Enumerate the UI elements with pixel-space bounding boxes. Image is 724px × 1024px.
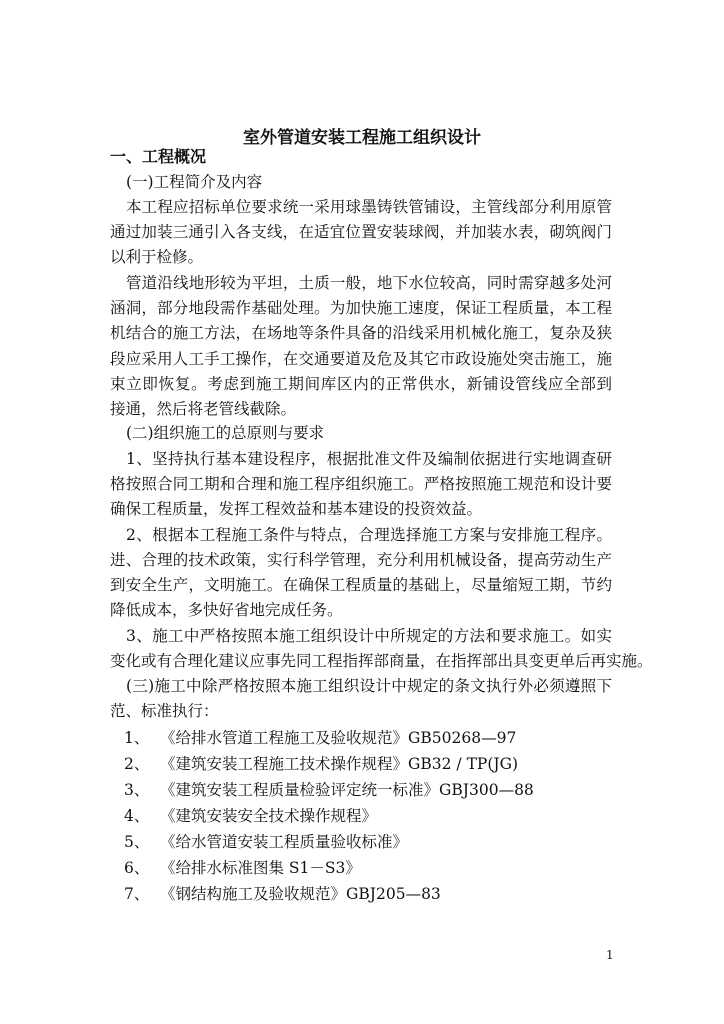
list-item-number: 2、 bbox=[124, 755, 150, 773]
paragraph-line: 进、合理的技术政策，实行科学管理，充分利用机械设备，提高劳动生产 bbox=[110, 551, 612, 569]
list-item-standard: 《钢结构施工及验收规范》GBJ205—83 bbox=[160, 885, 441, 903]
paragraph-line: 机结合的施工方法，在场地等条件具备的沿线采用机械化施工，复杂及狭 bbox=[110, 324, 612, 343]
list-item-standard: 《建筑安装工程施工技术操作规程》GB32 / TP(JG) bbox=[160, 755, 519, 773]
paragraph-line: 确保工程质量，发挥工程效益和基本建设的投资效益。 bbox=[110, 500, 483, 518]
list-item-number: 7、 bbox=[124, 885, 150, 903]
list-item-standard: 《给排水标准图集 S1－S3》 bbox=[160, 859, 361, 877]
paragraph-line: 段应采用人工手工操作，在交通要道及危及其它市政设施处突击施工，施 bbox=[110, 349, 612, 368]
paragraph-line: 以利于检修。 bbox=[110, 248, 204, 266]
subsection-heading: (二)组织施工的总原则与要求 bbox=[126, 424, 325, 442]
subsection-heading: (一)工程简介及内容 bbox=[126, 173, 263, 191]
list-item-number: 4、 bbox=[124, 807, 150, 825]
section-heading: 一、工程概况 bbox=[110, 147, 207, 166]
list-item-standard: 《建筑安装工程质量检验评定统一标准》GBJ300—88 bbox=[160, 781, 534, 799]
paragraph-line: 接通，然后将老管线截除。 bbox=[110, 400, 297, 418]
paragraph-line: 降低成本，多快好省地完成任务。 bbox=[110, 601, 343, 619]
paragraph-line: 3、施工中严格按照本施工组织设计中所规定的方法和要求施工。如实 bbox=[126, 627, 612, 645]
list-item-standard: 《给水管道安装工程质量验收标准》 bbox=[160, 833, 409, 851]
list-item-standard: 《建筑安装安全技术操作规程》 bbox=[160, 807, 378, 825]
paragraph-line: 变化或有合理化建议应事先同工程指挥部商量，在指挥部出具变更单后再实施。 bbox=[110, 652, 653, 670]
list-item-standard: 《给排水管道工程施工及验收规范》GB50268—97 bbox=[160, 729, 517, 747]
list-item-number: 1、 bbox=[124, 729, 150, 747]
paragraph-line: 本工程应招标单位要求统一采用球墨铸铁管铺设，主管线部分利用原管 bbox=[126, 198, 612, 216]
document-title: 室外管道安装工程施工组织设计 bbox=[243, 128, 481, 148]
paragraph-line: 涵洞，部分地段需作基础处理。为加快施工速度，保证工程质量，本工程 bbox=[110, 299, 612, 318]
page-number: 1 bbox=[606, 948, 614, 962]
list-item-number: 3、 bbox=[124, 781, 150, 799]
paragraph-line: 1、坚持执行基本建设程序，根据批准文件及编制依据进行实地调查研 bbox=[126, 450, 612, 468]
paragraph-line: 束立即恢复。考虑到施工期间库区内的正常供水，新铺设管线应全部到 bbox=[110, 374, 612, 393]
paragraph-line: 管道沿线地形较为平坦，土质一般，地下水位较高，同时需穿越多处河 bbox=[126, 274, 612, 292]
list-item-number: 6、 bbox=[124, 859, 150, 877]
paragraph-line: 2、根据本工程施工条件与特点，合理选择施工方案与安排施工程序。 bbox=[126, 526, 612, 544]
paragraph-line: 通过加装三通引入各支线，在适宜位置安装球阀，并加装水表，砌筑阀门 bbox=[110, 223, 612, 241]
paragraph-line: 范、标准执行： bbox=[110, 702, 219, 720]
list-item-number: 5、 bbox=[124, 833, 150, 851]
paragraph-line: (三)施工中除严格按照本施工组织设计中规定的条文执行外必须遵照下 bbox=[126, 677, 612, 695]
paragraph-line: 格按照合同工期和合理和施工程序组织施工。严格按照施工规范和设计要 bbox=[110, 475, 612, 493]
paragraph-line: 到安全生产，文明施工。在确保工程质量的基础上，尽量缩短工期，节约 bbox=[110, 576, 612, 594]
